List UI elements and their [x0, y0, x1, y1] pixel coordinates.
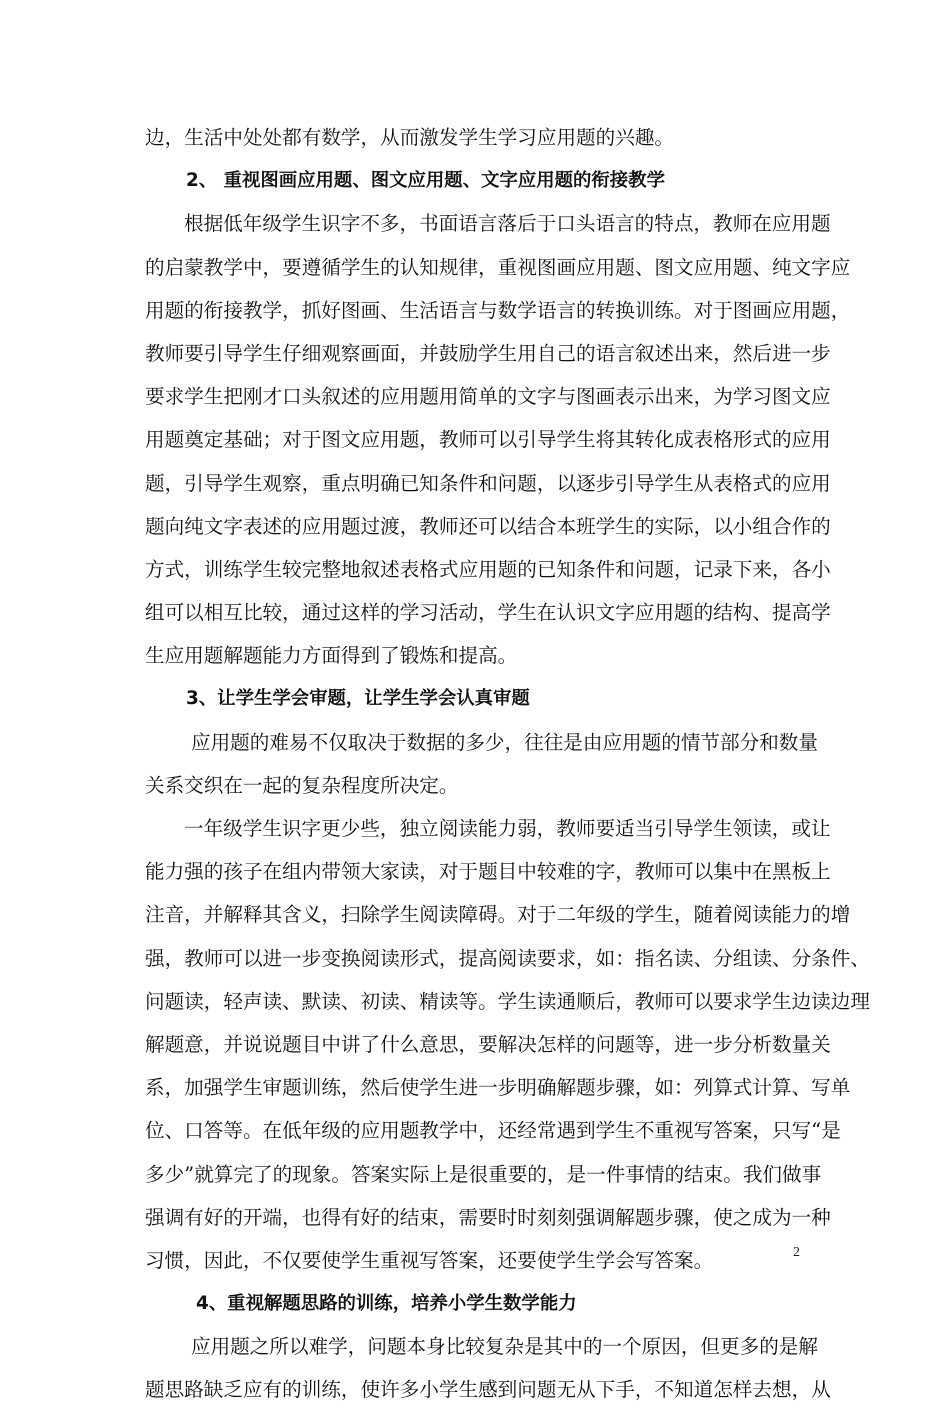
paragraph-line: 边，生活中处处都有数学，从而激发学生学习应用题的兴趣。: [145, 126, 675, 149]
paragraph-line: 用题奠定基础；对于图文应用题，教师可以引导学生将其转化成表格形式的应用: [145, 428, 831, 452]
page-number: 2: [793, 1245, 800, 1260]
paragraph-line: 关系交织在一起的复杂程度所决定。: [145, 773, 459, 797]
paragraph-line: 应用题的难易不仅取决于数据的多少，往往是由应用题的情节部分和数量: [191, 730, 818, 754]
paragraph-line: 的启蒙教学中，要遵循学生的认知规律，重视图画应用题、图文应用题、纯文字应: [145, 255, 851, 279]
paragraph-line: 题，引导学生观察，重点明确已知条件和问题，以逐步引导学生从表格式的应用: [145, 471, 831, 495]
section-heading-3: 3、让学生学会审题，让学生学会认真审题: [186, 688, 530, 710]
paragraph-line: 能力强的孩子在组内带领大家读，对于题目中较难的字，教师可以集中在黑板上: [145, 860, 831, 884]
paragraph-line: 一年级学生识字更少些，独立阅读能力弱，教师要适当引导学生领读，或让: [184, 817, 831, 840]
paragraph-line: 解题意，并说说题目中讲了什么意思，要解决怎样的问题等，进一步分析数量关: [145, 1032, 831, 1056]
paragraph-line: 题思路缺乏应有的训练，使许多小学生感到问题无从下手，不知道怎样去想，从: [145, 1378, 831, 1402]
paragraph-line: 强调有好的开端，也得有好的结束，需要时时刻刻强调解题步骤，使之成为一种: [145, 1205, 831, 1229]
paragraph-line: 题向纯文字表述的应用题过渡，教师还可以结合本班学生的实际，以小组合作的: [145, 514, 831, 538]
paragraph-line: 根据低年级学生识字不多，书面语言落后于口头语言的特点，教师在应用题: [184, 212, 831, 236]
paragraph-line: 系，加强学生审题训练，然后使学生进一步明确解题步骤，如：列算式计算、写单: [145, 1076, 851, 1100]
paragraph-line: 要求学生把刚才口头叙述的应用题用简单的文字与图画表示出来，为学习图文应: [145, 385, 831, 409]
paragraph-line: 用题的衔接教学，抓好图画、生活语言与数学语言的转换训练。对于图画应用题，: [145, 298, 851, 322]
document-body: [145, 116, 870, 1412]
paragraph-line: 组可以相互比较，通过这样的学习活动，学生在认识文字应用题的结构、提高学: [145, 601, 831, 625]
paragraph-line: 强，教师可以进一步变换阅读形式，提高阅读要求，如：指名读、分组读、分条件、: [145, 946, 870, 970]
section-heading-4: 4、重视解题思路的训练，培养小学生数学能力: [196, 1293, 577, 1315]
paragraph-line: 多少”就算完了的现象。答案实际上是很重要的，是一件事情的结束。我们做事: [145, 1162, 822, 1186]
section-heading-2: 2、 重视图画应用题、图文应用题、文字应用题的衔接教学: [186, 170, 665, 192]
paragraph-line: 应用题之所以难学，问题本身比较复杂是其中的一个原因，但更多的是解: [191, 1335, 818, 1359]
paragraph-line: 问题读，轻声读、默读、初读、精读等。学生读通顺后，教师可以要求学生边读边理: [145, 989, 870, 1013]
paragraph-line: 生应用题解题能力方面得到了锻炼和提高。: [145, 644, 518, 668]
paragraph-line: 位、口答等。在低年级的应用题教学中，还经常遇到学生不重视写答案，只写“是: [145, 1119, 841, 1143]
paragraph-line: 习惯，因此，不仅要使学生重视写答案，还要使学生学会写答案。: [145, 1248, 714, 1272]
paragraph-line: 方式，训练学生较完整地叙述表格式应用题的已知条件和问题，记录下来，各小: [145, 557, 831, 581]
paragraph-line: 教师要引导学生仔细观察画面，并鼓励学生用自己的语言叙述出来，然后进一步: [145, 341, 831, 365]
paragraph-line: 注音，并解释其含义，扫除学生阅读障碍。对于二年级的学生，随着阅读能力的增: [145, 903, 851, 927]
